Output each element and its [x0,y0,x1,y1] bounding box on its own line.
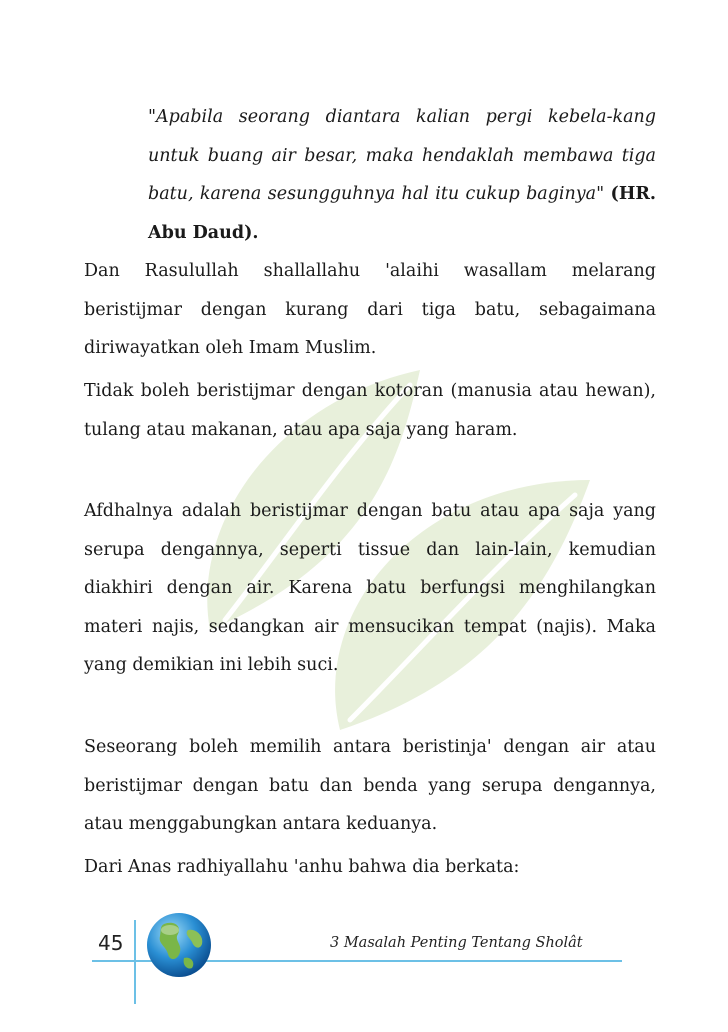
page-number: 45 [98,931,124,955]
hadith-quote [148,98,656,252]
quote-text: "Apabila seorang diantara kalian pergi kebela-kang untuk buang air besar, maka hendaklah membawa tiga batu, karena sesungguhnya hal itu cukup baginya" [148,107,656,204]
footer-divider [134,920,136,1004]
paragraph: Dari Anas radhiyallahu 'anhu bahwa dia berkata: [84,857,520,877]
paragraph: Dan Rasulullah shallallahu 'alaihi wasallam melarang beristijmar dengan kurang dari tiga batu, sebagaimana diriwayatkan oleh Imam Muslim. [84,261,656,358]
globe-icon [144,910,214,980]
book-title: 3 Masalah Penting Tentang Sholât [330,935,583,951]
quote-source: (HR. Abu Daud). [148,184,656,243]
paragraph: Seseorang boleh memilih antara beristinja' dengan air atau beristijmar dengan batu dan benda yang serupa dengannya, atau menggabungkan antara keduanya. [84,737,656,834]
paragraph: Tidak boleh beristijmar dengan kotoran (manusia atau hewan), tulang atau makanan, atau apa saja yang haram. [84,381,656,440]
paragraph: Afdhalnya adalah beristijmar dengan batu atau apa saja yang serupa dengannya, seperti tissue dan lain-lain, kemudian diakhiri dengan air. Karena batu berfungsi menghilangkan materi najis, sedangkan air mensucikan tempat (najis). Maka yang demikian ini lebih suci. [84,501,656,675]
